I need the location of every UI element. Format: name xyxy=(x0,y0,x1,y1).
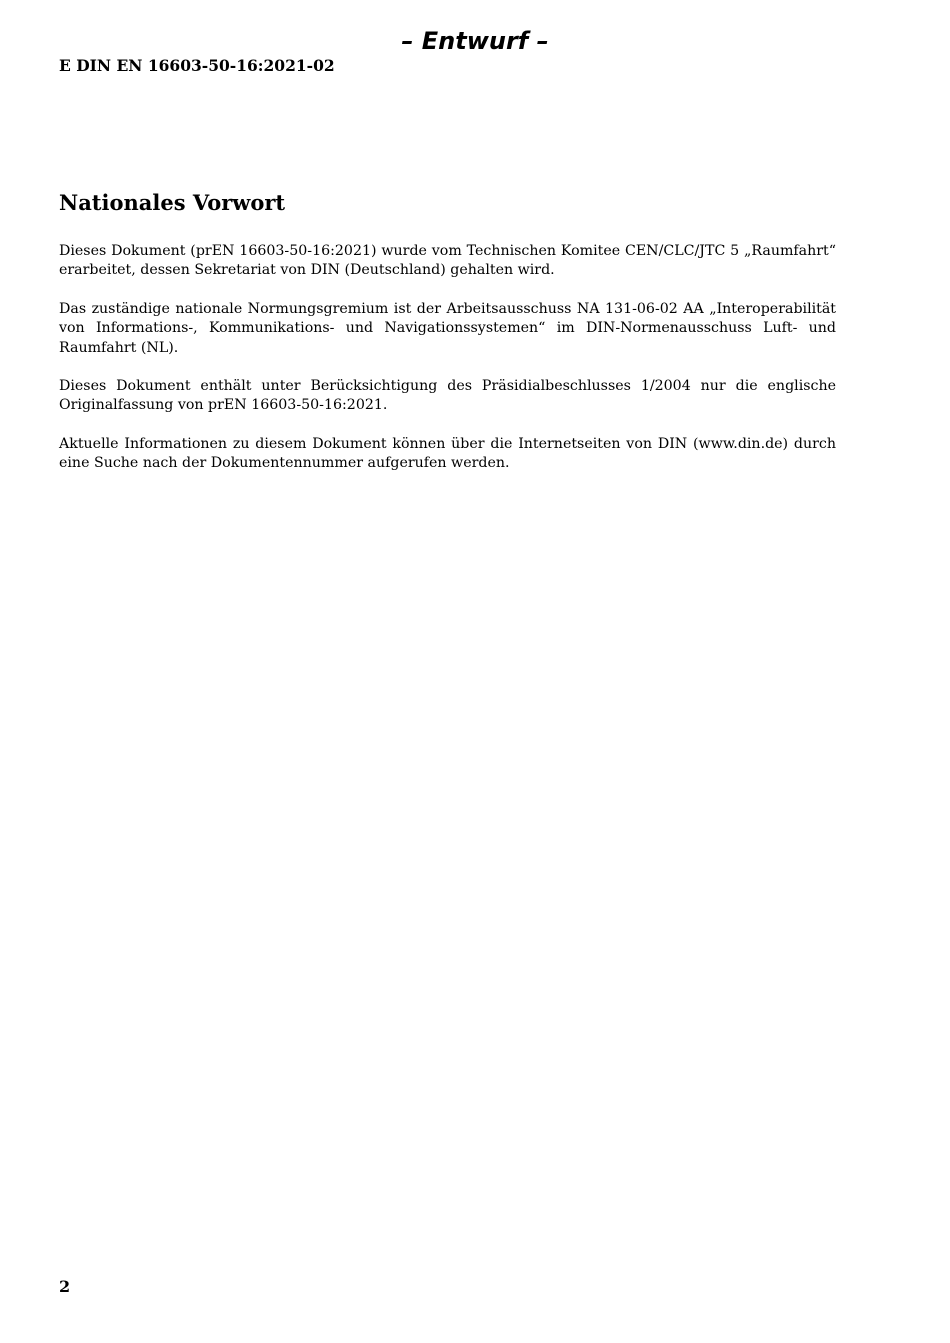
paragraph: Dieses Dokument enthält unter Berücksichtigung des Präsidialbeschlusses 1/2004 nur die englische Originalfassung von prEN 16603-50-16:2021. xyxy=(59,378,836,414)
paragraph: Aktuelle Informationen zu diesem Dokument können über die Internetseiten von DIN (www.din.de) durch eine Suche nach der Dokumentennummer aufgerufen werden. xyxy=(59,435,836,472)
draft-watermark: – Entwurf – xyxy=(401,27,549,55)
document-id: E DIN EN 16603-50-16:2021-02 xyxy=(59,56,335,75)
section-title: Nationales Vorwort xyxy=(59,190,286,215)
paragraph: Das zuständige nationale Normungsgremium ist der Arbeitsausschuss NA 131-06-02 AA „Interoperabilität von Informations-, Kommunikations- und Navigationssystemen“ im DIN-Normenausschuss Luft- und Raumfahrt (NL). xyxy=(59,300,836,356)
paragraph: Dieses Dokument (prEN 16603-50-16:2021) wurde vom Technischen Komitee CEN/CLC/JTC 5 „Raumfahrt“ erarbeitet, dessen Sekretariat von DIN (Deutschland) gehalten wird. xyxy=(59,243,836,279)
body-text xyxy=(59,242,836,493)
page-number: 2 xyxy=(59,1277,71,1296)
